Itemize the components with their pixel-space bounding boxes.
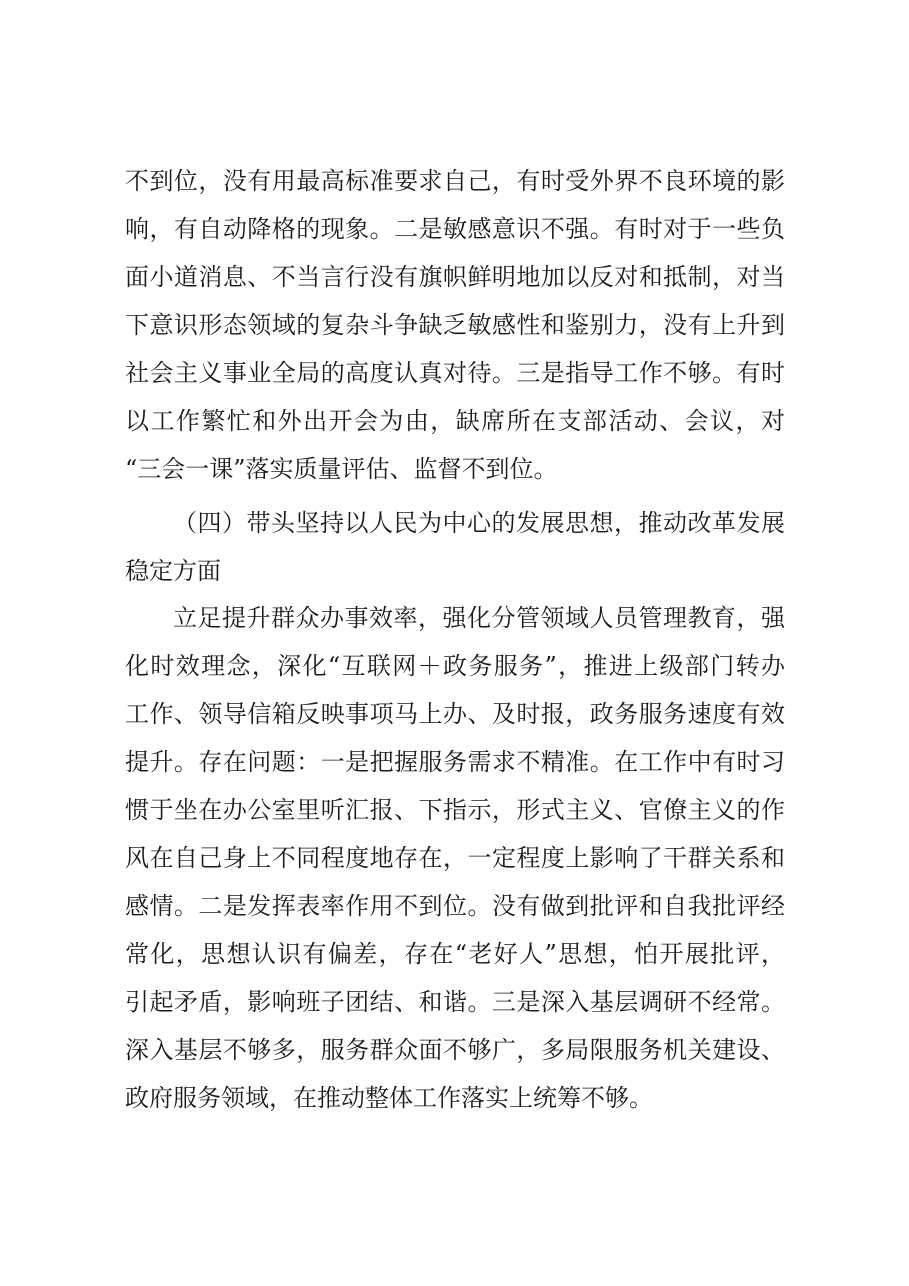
- section-heading-line: （四）带头坚持以人民为中心的发展思想，推动改革发展: [173, 509, 785, 537]
- paragraph-2-line: 常化，思想认识有偏差，存在“老好人”思想，怕开展批评，: [125, 940, 785, 968]
- paragraph-2: [125, 594, 785, 1122]
- paragraph-2-line: 引起矛盾，影响班子团结、和谐。三是深入基层调研不经常。: [125, 988, 785, 1016]
- paragraph-2-line: 惯于坐在办公室里听汇报、下指示，形式主义、官僚主义的作: [125, 796, 785, 824]
- paragraph-1-line: 响，有自动降格的现象。二是敏感意识不强。有时对于一些负: [125, 215, 785, 243]
- paragraph-1-line: 以工作繁忙和外出开会为由，缺席所在支部活动、会议，对: [125, 407, 785, 435]
- section-heading-line: 稳定方面: [125, 557, 221, 585]
- paragraph-2-line: 感情。二是发挥表率作用不到位。没有做到批评和自我批评经: [125, 892, 785, 920]
- paragraph-1: [125, 157, 785, 493]
- paragraph-2-line: 立足提升群众办事效率，强化分管领域人员管理教育，强: [173, 604, 785, 632]
- paragraph-1-line: 社会主义事业全局的高度认真对待。三是指导工作不够。有时: [125, 359, 785, 387]
- paragraph-1-line: “三会一课”落实质量评估、监督不到位。: [125, 455, 558, 483]
- paragraph-1-line: 面小道消息、不当言行没有旗帜鲜明地加以反对和抵制，对当: [125, 263, 785, 291]
- paragraph-1-line: 不到位，没有用最高标准要求自己，有时受外界不良环境的影: [125, 167, 785, 195]
- paragraph-2-line: 工作、领导信箱反映事项马上办、及时报，政务服务速度有效: [125, 700, 785, 728]
- paragraph-2-line: 风在自己身上不同程度地存在，一定程度上影响了干群关系和: [125, 844, 785, 872]
- section-heading: [125, 499, 785, 595]
- paragraph-2-line: 化时效理念，深化“互联网＋政务服务”，推进上级部门转办: [125, 652, 785, 680]
- paragraph-2-line: 提升。存在问题：一是把握服务需求不精准。在工作中有时习: [125, 748, 785, 776]
- paragraph-2-line: 深入基层不够多，服务群众面不够广，多局限服务机关建设、: [125, 1036, 785, 1064]
- paragraph-2-line: 政府服务领域，在推动整体工作落实上统筹不够。: [125, 1084, 653, 1112]
- paragraph-1-line: 下意识形态领域的复杂斗争缺乏敏感性和鉴别力，没有上升到: [125, 311, 785, 339]
